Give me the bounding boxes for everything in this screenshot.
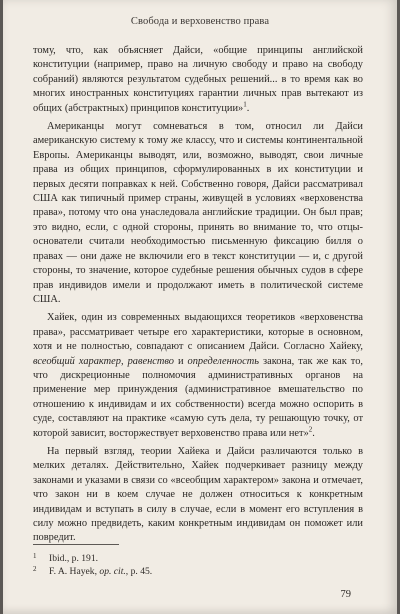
book-page <box>3 0 397 614</box>
paragraph-2: Американцы могут сомневаться в том, относил ли Дайси американскую систему к тому же классу, что и системы континентальной Европы. Американцы выводят, или, возможно, выводят, свои личные права из общих принципов, сформулированных в их конституции и первых десяти поправках к ней. Собственно говоря, Дайси рассматривал США как типичный пример страны, живущей в условиях «верховенства права», потому что она унаследовала английские традиции. Он был прав; это видно, если, с одной стороны, принять во внимание то, что отцы-основатели считали необходимостью письменную фиксацию билля о правах — они даже не включили его в текст конституции — и, с другой стороны, то значение, которое судебные решения обычных судов в сфере прав индивидов имели и продолжают иметь в политической системе США. <box>33 121 363 305</box>
emphasis-text: определенность <box>187 355 259 367</box>
footnote-mark: 2 <box>33 565 37 573</box>
footnotes <box>33 552 333 578</box>
paragraph-4: На первый взгляд, теории Хайека и Дайси различаются только в мелких деталях. Действительно, Хайек подчеркивает разницу между законами и указами в связи со «всеобщим характером» закона и отмечает, что закон ни в коем случае не должен относиться к конкретным индивидам и вступать в силу в случае, если в момент его вступления в силу можно предвидеть, каким конкретным индивидам он поможет или повредит. <box>33 445 363 544</box>
footnote-text: Ibid., p. 191. <box>49 553 99 564</box>
emphasis-text: всеобщий характер, равенство <box>33 355 174 367</box>
footnote-1 <box>33 552 333 565</box>
page-number: 79 <box>340 589 351 600</box>
paragraph-3: Хайек, один из современных выдающихся теоретиков «верховенства права», рассматривает четыре его характеристики, которые в основном, хотя и не полностью, совпадают с описанием Дайси. Согласно Хайеку, всеобщий характер, равенство и определенность закона, так же как то, что дискреционные полномочия административных органов на применение мер принуждения (административное вмешательство по отношению к индивидам и их собственности) всегда можно оспорить в суде, составляют на практике «самую суть дела, ту решающую точку, от которой зависит, восторжествует верховенство права или нет»$^2$. <box>33 312 363 439</box>
footnote-ref-1[interactable]: 1 <box>243 100 247 109</box>
footnote-divider <box>33 544 119 545</box>
footnote-text: F. A. Hayek, op. cit., p. 45. <box>49 566 153 577</box>
running-header: Свобода и верховенство права <box>130 16 270 27</box>
footnote-ref-2[interactable]: 2 <box>308 425 313 434</box>
paragraph-1: тому, что, как объясняет Дайси, «общие принципы английской конституции (например, право на личную свободу и право на свободу собраний) являются результатом судебных решений... в то время как во многих иностранных конституциях гарантии личных прав вытекают из общих (абстрактных) принципов конституции»$^1$. <box>33 45 363 114</box>
main-text <box>33 44 363 546</box>
footnote-mark: 1 <box>33 552 37 560</box>
footnote-2 <box>33 565 333 578</box>
